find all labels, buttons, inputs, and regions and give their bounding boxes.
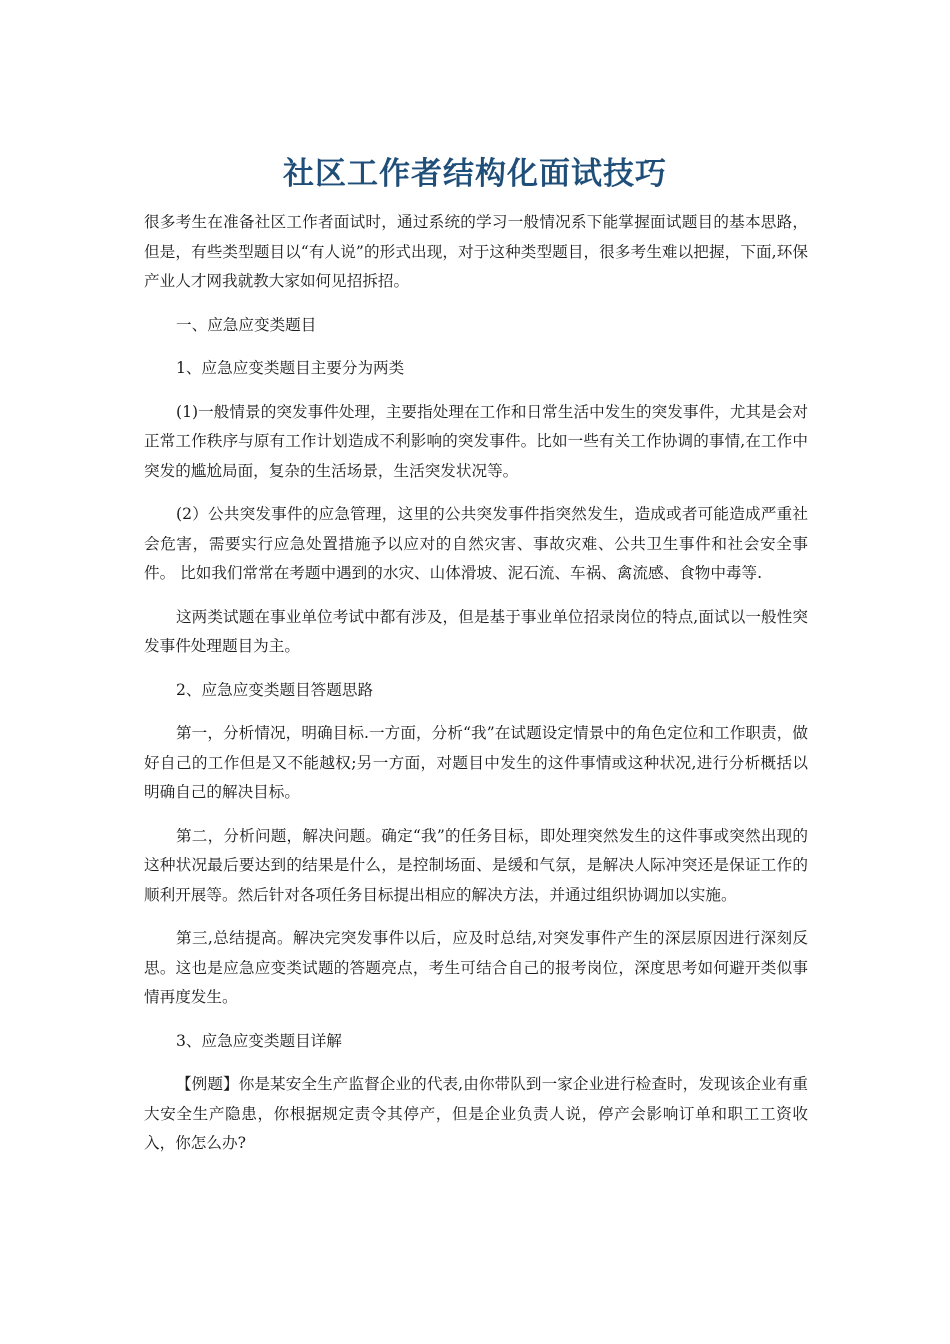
subheading-categories: 1、应急应变类题目主要分为两类 [176,359,405,377]
intro-paragraph: 很多考生在准备社区工作者面试时，通过系统的学习一般情况系下能掌握面试题目的基本思路，但是，有些类型题目以“有人说”的形式出现，对于这种类型题目，很多考生难以把握，下面,环保产业人才网我就教大家如何见招拆招。 [144,213,808,290]
subheading-details: 3、应急应变类题目详解 [176,1031,342,1050]
paragraph-type-2: (2）公共突发事件的应急管理，这里的公共突发事件指突然发生，造成或者可能造成严重社会危害，需要实行应急处置措施予以应对的自然灾害、事故灾难、公共卫生事件和社会安全事件。 比如我们常常在考题中遇到的水灾、山体滑坡、泥石流、车祸、禽流感、食物中毒等. [144,505,808,582]
paragraph-type-1: (1)一般情景的突发事件处理，主要指处理在工作和日常生活中发生的突发事件，尤其是会对正常工作秩序与原有工作计划造成不利影响的突发事件。比如一些有关工作协调的事情,在工作中突发的尴尬局面，复杂的生活场景，生活突发状况等。 [144,402,808,480]
subheading-approach: 2、应急应变类题目答题思路 [176,680,374,699]
section-heading-emergency: 一、应急应变类题目 [176,315,317,334]
paragraph-step-2: 第二，分析问题，解决问题。确定“我”的任务目标，即处理突然发生的这件事或突然出现的这种状况最后要达到的结果是什么，是控制场面、是缓和气氛，是解决人际冲突还是保证工作的顺利开展等。然后针对各项任务目标提出相应的解决方法，并通过组织协调加以实施。 [144,826,808,904]
paragraph-example: 【例题】你是某安全生产监督企业的代表,由你带队到一家企业进行检查时，发现该企业有重大安全生产隐患，你根据规定责令其停产，但是企业负责人说，停产会影响订单和职工工资收入，你怎么办? [144,1075,808,1152]
paragraph-step-1: 第一，分析情况，明确目标.一方面，分析“我”在试题设定情景中的角色定位和工作职责，做好自己的工作但是又不能越权;另一方面，对题目中发生的这件事情或这种状况,进行分析概括以明确自己的解决目标。 [144,724,808,801]
paragraph-summary: 这两类试题在事业单位考试中都有涉及，但是基于事业单位招录岗位的特点,面试以一般性突发事件处理题目为主。 [144,607,808,655]
document-body [144,208,808,1173]
page-title: 社区工作者结构化面试技巧 [283,156,667,192]
paragraph-step-3: 第三,总结提高。解决完突发事件以后，应及时总结,对突发事件产生的深层原因进行深刻反思。这也是应急应变类试题的答题亮点，考生可结合自己的报考岗位，深度思考如何避开类似事情再度发生。 [144,929,808,1006]
